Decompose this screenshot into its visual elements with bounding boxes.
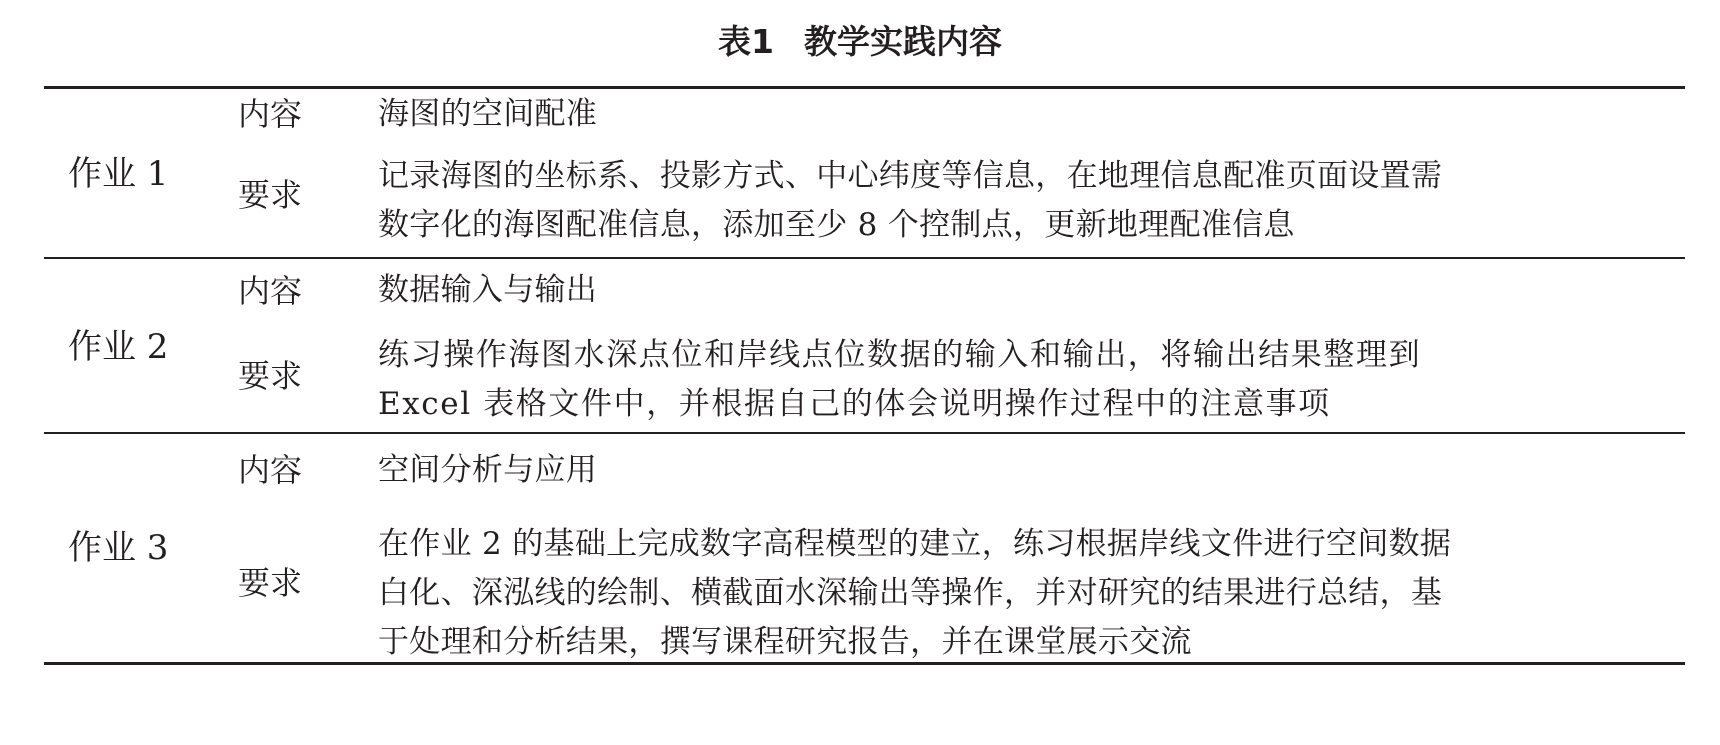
requirement-line: Excel 表格文件中，并根据自己的体会说明操作过程中的注意事项	[378, 386, 1331, 422]
work-name: 作业 2	[68, 327, 169, 367]
row-divider	[44, 257, 1685, 259]
content-line: 数据输入与输出	[378, 272, 598, 308]
content-label: 内容	[238, 272, 303, 310]
requirement-line: 于处理和分析结果，撰写课程研究报告，并在课堂展示交流	[378, 624, 1192, 660]
requirement-line: 白化、深泓线的绘制、横截面水深输出等操作，并对研究的结果进行总结，基	[378, 575, 1443, 611]
requirement-line: 数字化的海图配准信息，添加至少 8 个控制点，更新地理配准信息	[378, 207, 1295, 243]
work-name: 作业 3	[68, 528, 169, 568]
requirement-text	[378, 520, 1678, 667]
table-caption	[0, 18, 1720, 66]
top-rule	[44, 86, 1685, 89]
requirement-label: 要求	[238, 176, 303, 214]
content-line: 海图的空间配准	[378, 96, 598, 132]
bottom-rule	[44, 662, 1685, 665]
requirement-text	[378, 152, 1678, 250]
requirement-line: 在作业 2 的基础上完成数字高程模型的建立，练习根据岸线文件进行空间数据	[378, 526, 1452, 562]
requirement-text	[378, 331, 1678, 429]
requirement-line: 练习操作海图水深点位和岸线点位数据的输入和输出，将输出结果整理到	[378, 337, 1422, 373]
requirement-label: 要求	[238, 564, 303, 602]
table-title: 教学实践内容	[803, 22, 1002, 61]
requirement-label: 要求	[238, 357, 303, 395]
table-number: 表1	[718, 22, 774, 61]
work-name: 作业 1	[68, 154, 169, 194]
content-text	[378, 446, 1678, 495]
content-label: 内容	[238, 95, 303, 133]
content-label: 内容	[238, 451, 303, 489]
row-divider	[44, 432, 1685, 434]
content-text	[378, 266, 1678, 315]
requirement-line: 记录海图的坐标系、投影方式、中心纬度等信息，在地理信息配准页面设置需	[378, 158, 1443, 194]
content-line: 空间分析与应用	[378, 452, 598, 488]
content-text	[378, 90, 1678, 139]
